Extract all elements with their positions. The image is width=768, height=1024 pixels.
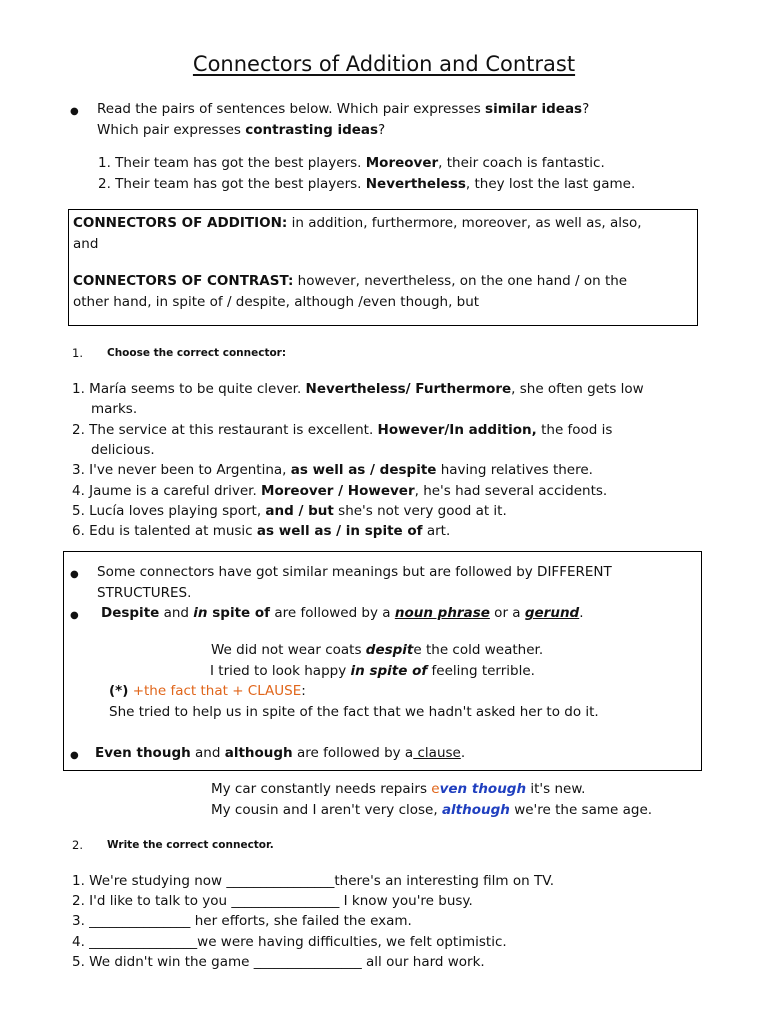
even-though-example: My car constantly needs repairs even though it's new. bbox=[211, 781, 586, 797]
exercise-2-heading: Write the correct connector. bbox=[107, 839, 274, 851]
even-though-rule: Even though and although are followed by a clause. bbox=[95, 745, 466, 761]
list-item: 2. I'd like to talk to you ________________ I know you're busy. bbox=[72, 893, 473, 909]
bullet-icon: ● bbox=[70, 569, 79, 580]
list-item: 3. I've never been to Argentina, as well as / despite having relatives there. bbox=[72, 462, 593, 478]
structures-line-1: Some connectors have got similar meanings but are followed by DIFFERENT bbox=[97, 564, 612, 580]
list-item: 6. Edu is talented at music as well as / in spite of art. bbox=[72, 523, 451, 539]
list-item: 3. _______________ her efforts, she failed the exam. bbox=[72, 913, 412, 929]
list-item: 2. The service at this restaurant is excellent. However/In addition, the food is bbox=[72, 422, 613, 438]
bullet-icon: ● bbox=[70, 106, 79, 117]
list-item-cont: marks. bbox=[91, 401, 138, 417]
list-item: 4. Jaume is a careful driver. Moreover / However, he's had several accidents. bbox=[72, 483, 608, 499]
list-item: 5. Lucía loves playing sport, and / but she's not very good at it. bbox=[72, 503, 507, 519]
despite-example: We did not wear coats despite the cold weather. bbox=[211, 642, 544, 658]
exercise-1-heading: Choose the correct connector: bbox=[107, 347, 287, 359]
list-item: 1. We're studying now ________________there's an interesting film on TV. bbox=[72, 873, 555, 889]
bullet-icon: ● bbox=[70, 750, 79, 761]
page-title: Connectors of Addition and Contrast bbox=[192, 52, 576, 76]
list-item: 1. María seems to be quite clever. Nevertheless/ Furthermore, she often gets low bbox=[72, 381, 644, 397]
intro-line-1: Read the pairs of sentences below. Which pair expresses similar ideas? bbox=[97, 101, 590, 117]
despite-rule: Despite and in spite of are followed by a noun phrase or a gerund. bbox=[101, 605, 584, 621]
addition-line-2: and bbox=[73, 236, 99, 252]
although-example: My cousin and I aren't very close, although we're the same age. bbox=[211, 802, 653, 818]
exercise-2-number: 2. bbox=[72, 838, 83, 852]
contrast-line-2: other hand, in spite of / despite, although /even though, but bbox=[73, 294, 480, 310]
exercise-1-number: 1. bbox=[72, 346, 83, 360]
list-item: 5. We didn't win the game ________________ all our hard work. bbox=[72, 954, 485, 970]
structures-box bbox=[63, 551, 702, 771]
intro-line-2: Which pair expresses contrasting ideas? bbox=[97, 122, 386, 138]
bullet-icon: ● bbox=[70, 610, 79, 621]
example-sentence-1: 1. Their team has got the best players. Moreover, their coach is fantastic. bbox=[98, 155, 605, 171]
fact-that-rule: (*) +the fact that + CLAUSE: bbox=[109, 683, 306, 699]
list-item: 4. ________________we were having difficulties, we felt optimistic. bbox=[72, 934, 507, 950]
addition-line: CONNECTORS OF ADDITION: in addition, furthermore, moreover, as well as, also, bbox=[73, 215, 642, 231]
example-sentence-2: 2. Their team has got the best players. Nevertheless, they lost the last game. bbox=[98, 176, 636, 192]
structures-line-2: STRUCTURES. bbox=[97, 585, 192, 601]
in-spite-of-example: I tried to look happy in spite of feeling terrible. bbox=[210, 663, 535, 679]
list-item-cont: delicious. bbox=[91, 442, 155, 458]
fact-that-example: She tried to help us in spite of the fact that we hadn't asked her to do it. bbox=[109, 704, 599, 720]
contrast-line: CONNECTORS OF CONTRAST: however, nevertheless, on the one hand / on the bbox=[73, 273, 628, 289]
